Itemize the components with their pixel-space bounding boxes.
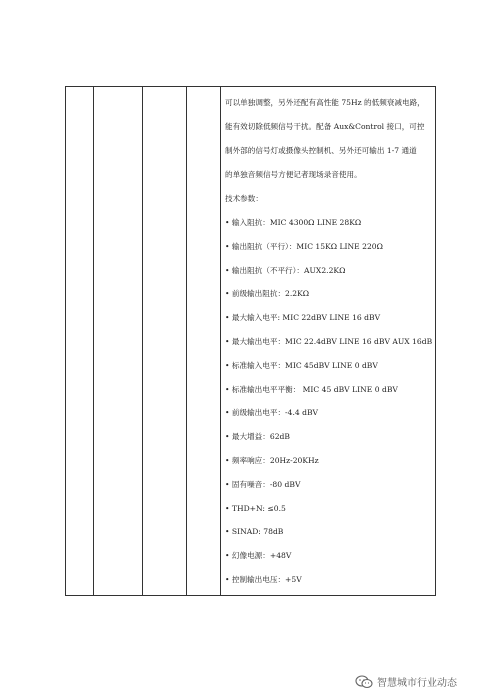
spec-item: • 输入阻抗：MIC 4300Ω LINE 28KΩ — [225, 218, 362, 227]
spec-item: • 前级输出电平：-4.4 dBV — [225, 408, 319, 418]
description-cell — [220, 87, 435, 598]
column-divider-3 — [186, 87, 187, 595]
spec-item: • 最大增益：62dB — [225, 432, 290, 442]
spec-item: • 最大输出电平：MIC 22.4dBV LINE 16 dBV AUX 16dB — [225, 336, 433, 346]
spec-table — [65, 86, 436, 596]
spec-item: • THD+N: ≤0.5 — [225, 503, 286, 513]
wechat-icon — [355, 675, 373, 689]
watermark-text: 智慧城市行业动态 — [377, 678, 457, 689]
spec-list — [225, 217, 431, 586]
spec-item: • 最大输入电平: MIC 22dBV LINE 16 dBV — [225, 313, 381, 323]
spec-item: • 频率响应：20Hz-20KHz — [225, 455, 319, 465]
watermark — [355, 674, 457, 689]
paragraph-line-4: 的单独音频信号方便记者现场录音使用。 — [225, 170, 362, 179]
paragraph-line-2: 能有效切除低频信号干扰。配备 Aux&Control 接口，可控 — [225, 122, 425, 131]
column-divider-2 — [142, 87, 143, 595]
spec-item: • 输出阻抗（不平行）：AUX2.2KΩ — [225, 265, 346, 275]
spec-item: • SINAD: 78dB — [225, 527, 284, 537]
specs-heading: 技术参数： — [225, 194, 263, 203]
paragraph-line-1: 可以单独调整，另外还配有高性能 75Hz 的低频衰减电路， — [225, 98, 425, 107]
column-divider-1 — [93, 87, 94, 595]
paragraph-line-3: 制外部的信号灯或摄像头控制机、另外还可输出 1-7 通道 — [225, 146, 417, 155]
spec-item: • 前级输出阻抗：2.2KΩ — [225, 289, 310, 299]
spec-item: • 标准输出电平平衡： MIC 45 dBV LINE 0 dBV — [225, 384, 398, 394]
spec-item: • 幻像电源：+48V — [225, 551, 292, 561]
spec-item: • 标准输入电平：MIC 45dBV LINE 0 dBV — [225, 360, 378, 370]
spec-item: • 控制输出电压：+5V — [225, 574, 302, 584]
spec-item: • 固有噪音：-80 dBV — [225, 479, 301, 489]
spec-item: • 输出阻抗（平行）：MIC 15KΩ LINE 220Ω — [225, 241, 383, 251]
